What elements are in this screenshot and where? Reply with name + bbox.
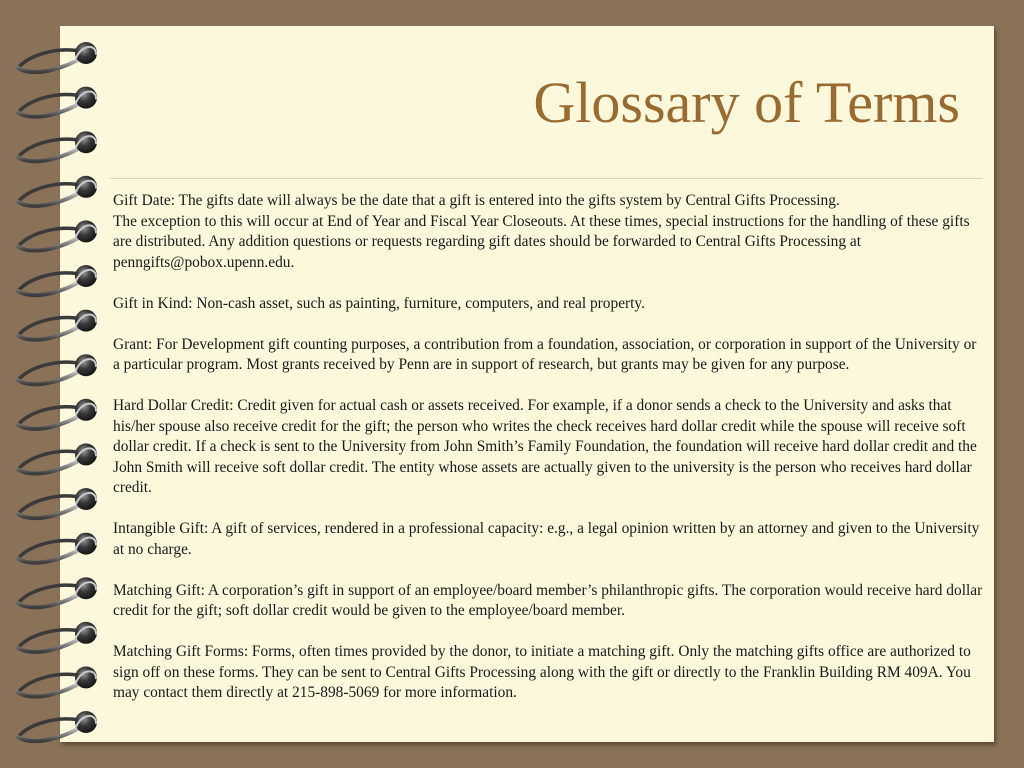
glossary-entry-gift-in-kind [113, 294, 985, 315]
entry-line: Matching Gift Forms: Forms, often times provided by the donor, to initiate a matching gift. Only the matching gifts office are authorized to sign off on these forms. They can be sent to Central Gifts Processing along with the gift or directly to the Franklin Building RM 409A. You may contact them directly at 215-898-5069 for more information. [113, 643, 971, 701]
entry-line: Grant: For Development gift counting purposes, a contribution from a foundation, association, or corporation in support of the University or a particular program. Most grants received by Penn are in support of research, but grants may be given for any purpose. [113, 335, 977, 373]
glossary-entry-intangible-gift [113, 519, 985, 560]
entry-line: Intangible Gift: A gift of services, rendered in a professional capacity: e.g., a legal opinion written by an attorney and given to the University at no charge. [113, 520, 980, 558]
title-divider [110, 178, 982, 179]
entry-line: Matching Gift: A corporation’s gift in support of an employee/board member’s philanthropic gifts. The corporation would receive hard dollar credit for the gift; soft dollar credit would be given to the employee/board member. [113, 581, 983, 619]
glossary-entry-matching-gift [113, 581, 985, 622]
entry-line: Hard Dollar Credit: Credit given for actual cash or assets received. For example, if a donor sends a check to the University and asks that his/her spouse also receive credit for the gift; the person who writes the check receives hard dollar credit while the spouse will receive soft dollar credit. If a check is sent to the University from John Smith’s Family Foundation, the foundation will receive hard dollar credit and the John Smith will receive soft dollar credit. The entity whose assets are actually given to the university is the person who receives hard dollar credit. [113, 397, 977, 496]
glossary-entry-gift-date [113, 191, 985, 273]
glossary-entry-hard-dollar-credit [113, 396, 985, 499]
entry-line: Gift Date: The gifts date will always be the date that a gift is entered into the gifts system by Central Gifts Processing. [113, 192, 840, 209]
entry-line: Gift in Kind: Non-cash asset, such as painting, furniture, computers, and real property. [113, 294, 645, 312]
glossary-body [113, 191, 985, 724]
entry-line: The exception to this will occur at End of Year and Fiscal Year Closeouts. At these times, special instructions for the handling of these gifts are distributed. Any addition questions or requests regarding gift dates should be forwarded to Central Gifts Processing at penngifts@pobox.upenn.edu. [113, 212, 970, 271]
glossary-entry-grant [113, 335, 985, 376]
glossary-entry-matching-gift-forms [113, 642, 985, 704]
page-title: Glossary of Terms [533, 70, 960, 135]
